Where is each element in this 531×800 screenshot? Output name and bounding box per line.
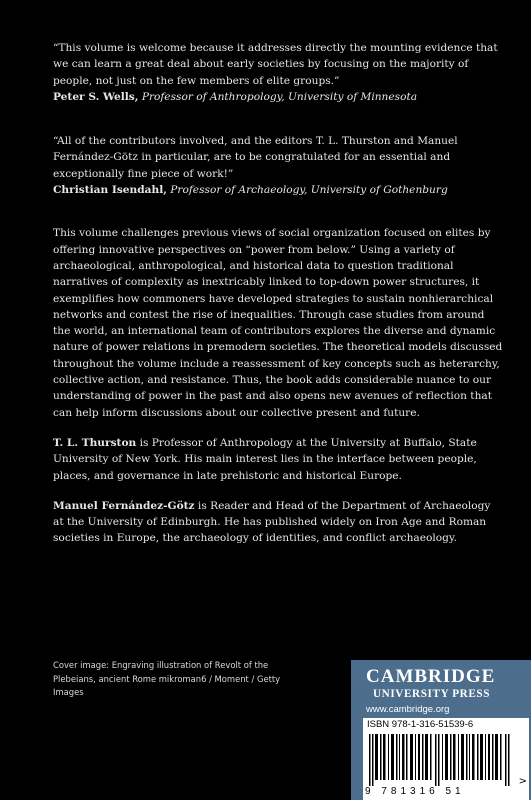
editor-name: Manuel Fernández-Götz — [53, 499, 195, 512]
barcode-digits: 9 781316 51 — [365, 786, 465, 797]
endorsement-quote-1 — [53, 40, 503, 105]
quote-text: “All of the contributors involved, and the editors T. L. Thurston and Manuel Fernández-Götz in particular, are to be congratulated for an essential and exceptionally fine piece of work!” — [53, 135, 458, 180]
publisher-url: www.cambridge.org — [366, 704, 450, 715]
quote-text: “This volume is welcome because it addresses directly the mounting evidence that we can learn a great deal about early societies by focusing on the majority of people, not just on the few members of elite groups.” — [53, 42, 498, 87]
editor-name: T. L. Thurston — [53, 436, 137, 449]
publisher-block — [351, 660, 531, 800]
editor-bio-text: is Reader and Head of the Department of Archaeology at the University of Edinburgh. He has published widely on Iron Age and Roman societies in Europe, the archaeology of identities, and conflict archaeology. — [53, 499, 491, 545]
quote-attribution — [53, 182, 503, 198]
editor-bio-text: is Professor of Anthropology at the University at Buffalo, State University of New York. His main interest lies in the interface between people, places, and governance in late prehistoric and historical Europe. — [53, 436, 477, 482]
endorser-name: Peter S. Wells, — [53, 90, 139, 103]
endorser-title: Professor of Anthropology, University of Minnesota — [138, 90, 418, 103]
editor-bio-2 — [53, 498, 503, 547]
book-description: This volume challenges previous views of social organization focused on elites by offering innovative perspectives on “power from below.” Using a variety of archaeological, anthropological, and historical data to question traditional narratives of complexity as inextricably linked to top-down power structures, it exemplifies how commoners have developed strategies to sustain nonhierarchical networks and contest the rise of inequalities. Through case studies from around the world, an international team of contributors explores the diverse and dynamic nature of power relations in premodern societies. The theoretical models discussed throughout the volume include a reassessment of key concepts such as heterarchy, collective action, and resistance. Thus, the book adds considerable nuance to our understanding of power in the past and also opens new avenues of reflection that can help inform discussions about our collective present and future. — [53, 227, 503, 419]
publisher-logo-press: UNIVERSITY PRESS — [373, 688, 491, 700]
endorser-title: Professor of Archaeology, University of Gothenburg — [166, 184, 448, 197]
quote-attribution — [53, 89, 503, 105]
barcode-box — [363, 718, 529, 800]
cover-image-credit: Cover image: Engraving illustration of Revolt of the Plebeians, ancient Rome mikroman6 / Moment / Getty Images — [53, 660, 281, 697]
back-cover-text — [53, 40, 503, 547]
barcode-arrow: > — [518, 776, 527, 787]
publisher-logo-name: CAMBRIDGE — [366, 666, 496, 687]
endorsement-quote-2 — [53, 133, 503, 198]
isbn-label: ISBN 978-1-316-51539-6 — [367, 719, 474, 730]
endorser-name: Christian Isendahl, — [53, 184, 167, 197]
barcode-icon — [365, 734, 517, 786]
editor-bio-1 — [53, 435, 503, 484]
